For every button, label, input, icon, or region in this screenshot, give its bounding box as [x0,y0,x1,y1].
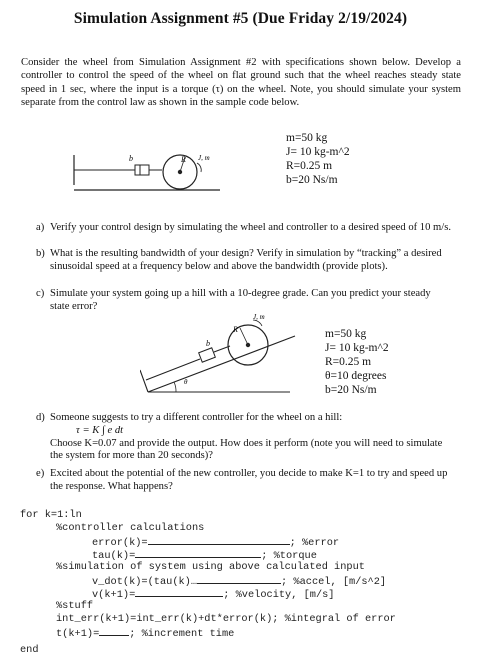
accel-blank [197,574,281,584]
label-r-flat: R [181,155,186,164]
wheel-flat-figure [70,145,220,197]
label-b-flat: b [129,154,133,163]
spec-radius: R=0.25 m [286,160,333,172]
code-accel-comment: ; %accel, [m/s^2] [281,576,387,588]
question-a [36,222,452,235]
question-b-label: b) [36,248,45,259]
code-comment-simulation: %simulation of system using above calculated input [56,561,365,573]
spec-hill-damping: b=20 Ns/m [325,384,377,396]
specs-flat [286,131,350,187]
wheel-hill-figure [140,312,300,398]
code-for-line: for k=1:ln [20,509,82,521]
question-c-text: Simulate your system going up a hill with a 10-degree grade. Can you predict your steady state error? [50,288,431,312]
question-a-label: a) [36,222,45,233]
spec-inertia: J= 10 kg-m^2 [286,146,350,158]
question-c-label: c) [36,288,45,299]
question-e [36,468,452,494]
velocity-blank [135,587,223,597]
question-e-label: e) [36,468,45,479]
question-d-equation: τ = K ∫ e dt [76,424,124,436]
assignment-title: Simulation Assignment #5 (Due Friday 2/19/2024) [73,10,408,27]
code-velocity-comment: ; %velocity, [m/s] [223,589,335,601]
question-d [36,412,452,463]
specs-hill [325,327,389,397]
question-d-intro: Someone suggests to try a different controller for the wheel on a hill: [50,412,343,423]
time-blank [99,626,129,636]
code-comment-stuff: %stuff [56,600,94,612]
question-b [36,248,452,274]
code-error-lhs: error(k)= [92,537,148,549]
code-time-lhs: t(k+1)= [56,628,100,640]
spec-hill-angle: θ=10 degrees [325,370,387,382]
intro-paragraph: Consider the wheel from Simulation Assignment #2 with specifications shown below. Develop a controller to control the speed of the wheel on flat ground such that the wheel reaches steady state speed in 1 sec, where the input is a torque (τ) on the wheel. Note, you should simulate your system separate from the control law as shown in the sample code below. [21,57,461,109]
label-jm-hill: J, m [253,313,265,321]
question-e-text: Excited about the potential of the new controller, you decide to make K=1 to try and speed up the response. What happens? [50,468,448,492]
code-integral-line: int_err(k+1)=int_err(k)+dt*error(k); %integral of error [56,613,396,625]
code-velocity-lhs: v(k+1)= [92,589,136,601]
code-time-line [56,626,234,641]
question-b-text: What is the resulting bandwidth of your design? Verify in simulation by “tracking” a desired sinusoidal speed at a frequency below and above the bandwidth (provide plots). [50,248,442,272]
question-d-body: Choose K=0.07 and provide the output. How does it perform (note you will need to simulate the system for more than 20 seconds)? [50,437,443,462]
code-torque-comment: ; %torque [261,550,317,562]
spec-hill-radius: R=0.25 m [325,356,372,368]
label-theta: θ [184,378,188,386]
spec-mass: m=50 kg [286,132,328,144]
code-time-comment: ; %increment time [129,628,235,640]
code-comment-controller: %controller calculations [56,522,205,534]
code-torque-lhs: tau(k)= [92,550,136,562]
spec-hill-inertia: J= 10 kg-m^2 [325,342,389,354]
code-velocity-line [92,587,335,602]
torque-blank [135,548,261,558]
question-a-text: Verify your control design by simulating the wheel and controller to a desired speed of 10 m/s. [50,222,451,233]
label-r-hill: R [233,325,238,334]
label-b-hill: b [206,339,210,348]
code-accel-lhs: v_dot(k)=(tau(k)… [92,576,198,588]
code-end-line: end [20,644,39,656]
code-error-comment: ; %error [289,537,340,549]
question-c [36,288,452,314]
label-jm-flat: J, m [198,154,210,162]
spec-damping: b=20 Ns/m [286,174,338,186]
error-blank [148,535,290,545]
question-d-label: d) [36,412,45,423]
spec-hill-mass: m=50 kg [325,328,367,340]
